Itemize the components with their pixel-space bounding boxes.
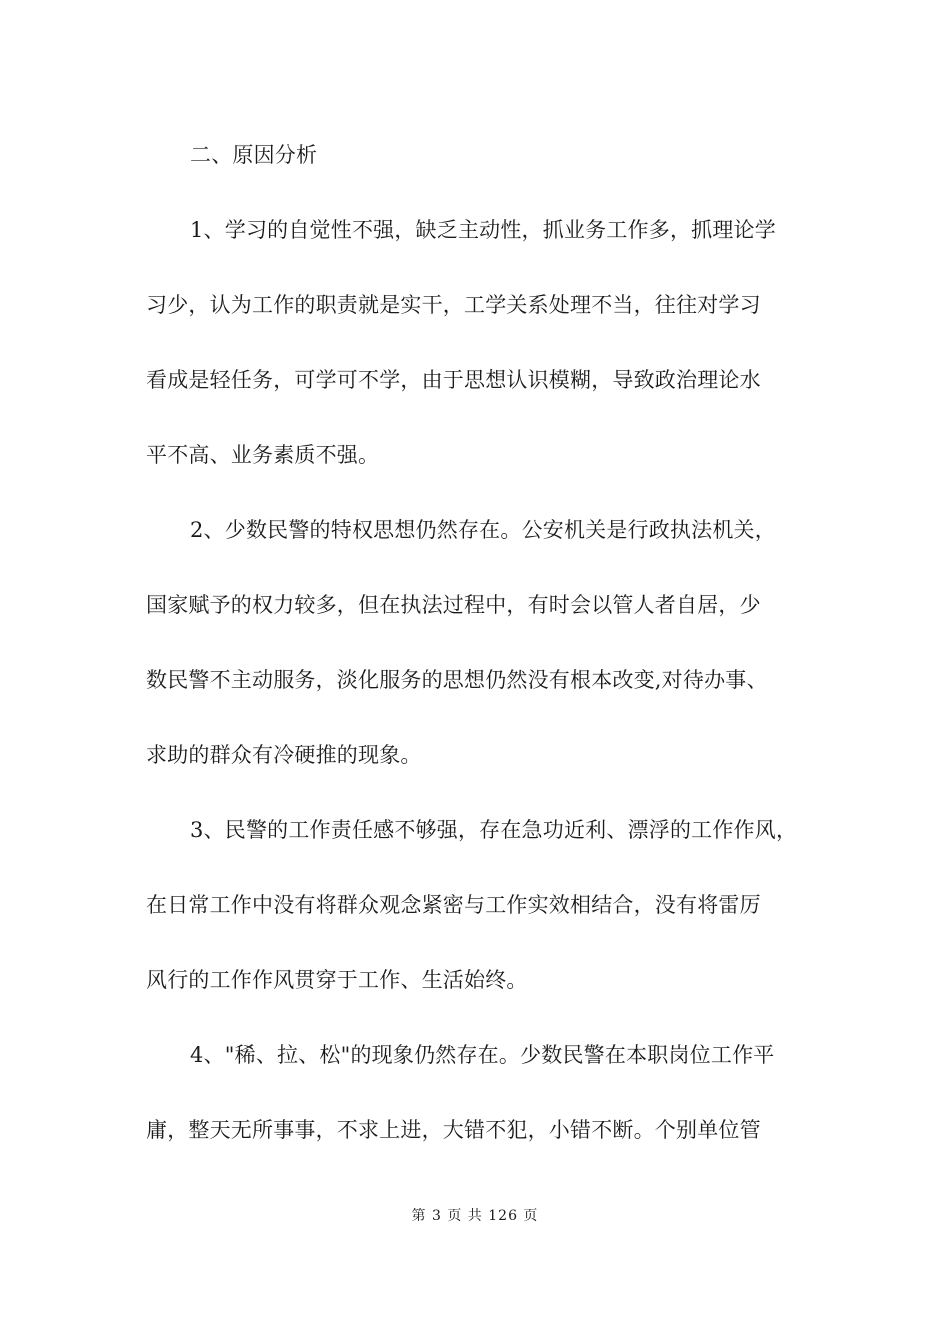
paragraph-line: 3、民警的工作责任感不够强，存在急功近利、漂浮的工作作风， [190, 818, 798, 842]
paragraph-line: 庸，整天无所事事，不求上进，大错不犯，小错不断。个别单位管 [146, 1118, 761, 1142]
paragraph-line: 风行的工作作风贯穿于工作、生活始终。 [146, 968, 528, 992]
paragraph-line: 平不高、业务素质不强。 [146, 443, 380, 467]
paragraph-line: 国家赋予的权力较多，但在执法过程中，有时会以管人者自居，少 [146, 593, 761, 617]
paragraph-line: 看成是轻任务，可学可不学，由于思想认识模糊，导致政治理论水 [146, 368, 761, 392]
page-number-footer: 第 3 页 共 126 页 [411, 1208, 539, 1224]
paragraph-line: 1、学习的自觉性不强，缺乏主动性，抓业务工作多，抓理论学 [190, 218, 776, 242]
paragraph-line: 求助的群众有冷硬推的现象。 [146, 743, 422, 767]
paragraph-line: 4、"稀、拉、松"的现象仍然存在。少数民警在本职岗位工作平 [190, 1043, 775, 1067]
section-heading: 二、原因分析 [190, 143, 318, 167]
paragraph-line: 习少，认为工作的职责就是实干，工学关系处理不当，往往对学习 [146, 293, 761, 317]
paragraph-line: 2、少数民警的特权思想仍然存在。公安机关是行政执法机关， [190, 518, 776, 542]
paragraph-line: 在日常工作中没有将群众观念紧密与工作实效相结合，没有将雷厉 [146, 893, 761, 917]
paragraph-line: 数民警不主动服务，淡化服务的思想仍然没有根本改变,对待办事、 [146, 668, 768, 692]
